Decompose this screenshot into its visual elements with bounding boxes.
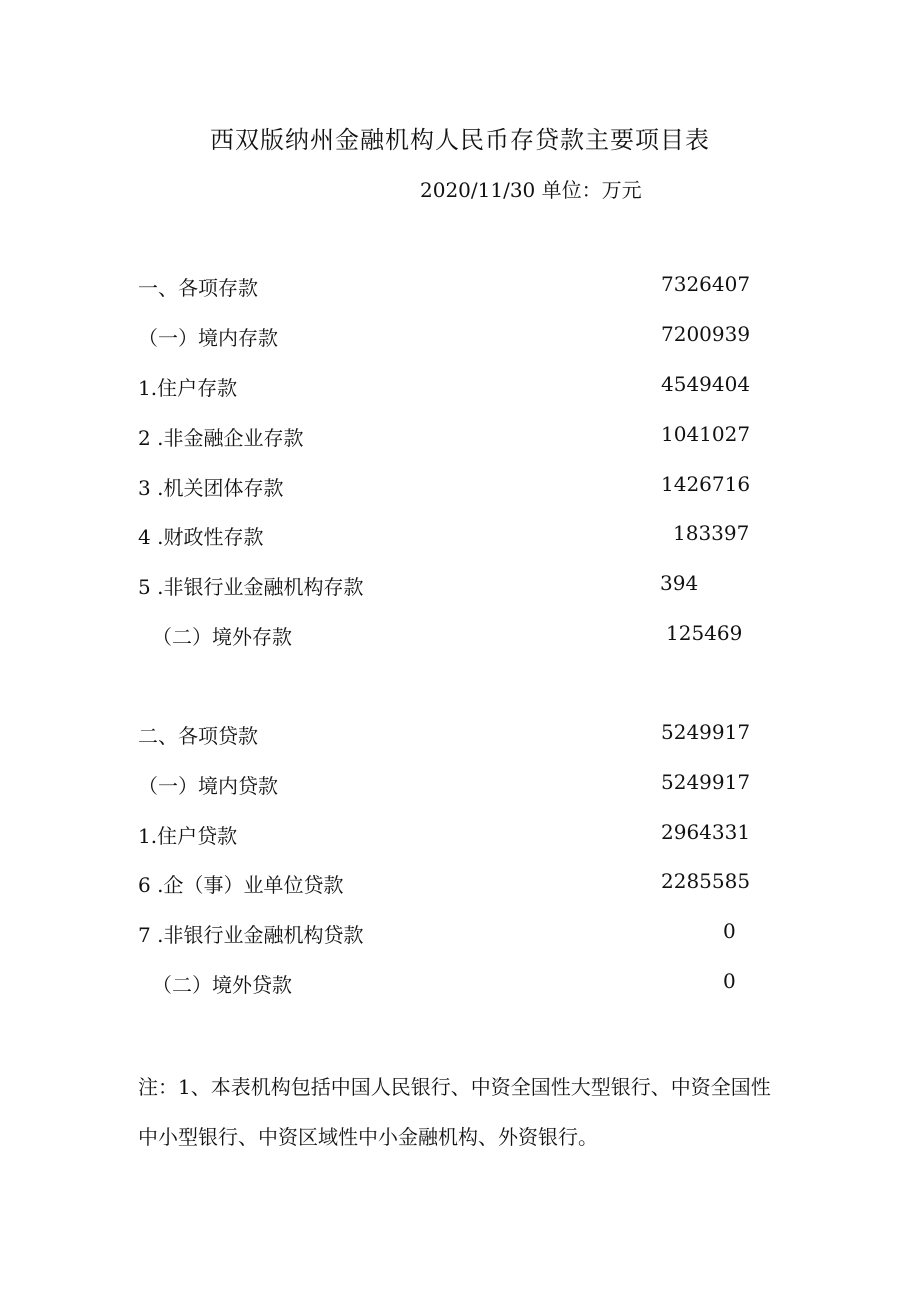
table-row — [0, 770, 920, 800]
row-label: 6 .企（事）业单位贷款 — [138, 873, 344, 897]
row-label: 1.住户贷款 — [138, 824, 238, 848]
table-row — [0, 372, 920, 402]
row-value: 125469 — [666, 621, 743, 645]
row-label: （一）境内贷款 — [138, 774, 278, 798]
table-row — [0, 272, 920, 302]
row-label: 4 .财政性存款 — [138, 525, 264, 549]
row-label: （二）境外存款 — [152, 625, 292, 649]
row-value: 0 — [723, 969, 736, 993]
row-value: 1041027 — [661, 422, 751, 446]
row-value: 5249917 — [661, 720, 751, 744]
row-value: 183397 — [673, 521, 750, 545]
row-label: 一、各项存款 — [138, 276, 258, 300]
row-label: 7 .非银行业金融机构贷款 — [138, 923, 364, 947]
date-unit-line: 2020/11/30 单位：万元 — [420, 178, 642, 202]
table-row — [0, 820, 920, 850]
row-label: （二）境外贷款 — [152, 973, 292, 997]
table-row — [0, 422, 920, 452]
row-value: 2964331 — [661, 820, 751, 844]
row-value: 7326407 — [661, 272, 751, 296]
row-value: 394 — [660, 571, 699, 595]
table-row — [0, 720, 920, 750]
table-row — [0, 869, 920, 899]
document-title: 西双版纳州金融机构人民币存贷款主要项目表 — [210, 126, 710, 154]
table-row — [0, 919, 920, 949]
row-value: 1426716 — [661, 472, 751, 496]
table-row — [0, 621, 920, 651]
table-row — [0, 571, 920, 601]
table-row — [0, 969, 920, 999]
row-label: 二、各项贷款 — [138, 724, 258, 748]
footnote: 注：1、本表机构包括中国人民银行、中资全国性大型银行、中资全国性中小型银行、中资区域性中小金融机构、外资银行。 — [138, 1075, 771, 1149]
table-row — [0, 472, 920, 502]
row-value: 7200939 — [661, 322, 751, 346]
row-value: 5249917 — [661, 770, 751, 794]
row-label: 2 .非金融企业存款 — [138, 426, 304, 450]
table-row — [0, 521, 920, 551]
row-label: 1.住户存款 — [138, 376, 238, 400]
row-value: 4549404 — [661, 372, 751, 396]
row-label: 5 .非银行业金融机构存款 — [138, 575, 364, 599]
row-value: 2285585 — [661, 869, 751, 893]
table-row — [0, 322, 920, 352]
row-label: （一）境内存款 — [138, 326, 278, 350]
row-value: 0 — [723, 919, 736, 943]
row-label: 3 .机关团体存款 — [138, 476, 284, 500]
